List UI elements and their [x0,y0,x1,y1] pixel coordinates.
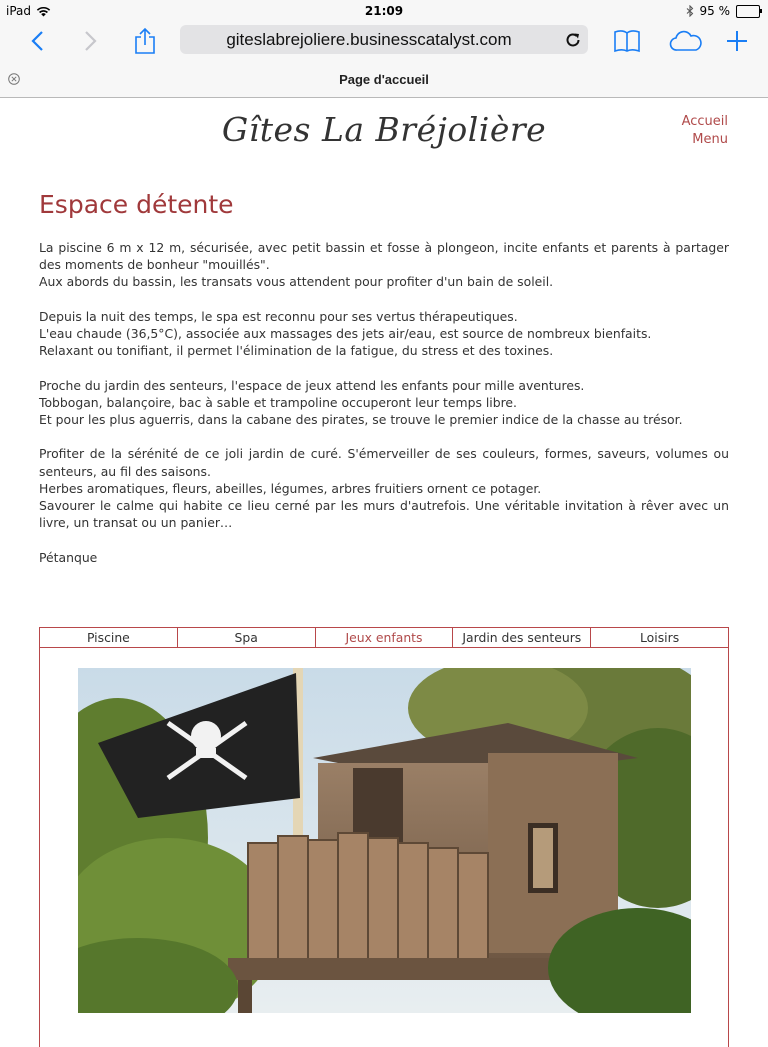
tab-piscine[interactable]: Piscine [40,628,178,647]
content-line: Profiter de la sérénité de ce joli jardin de curé. S'émerveiller de ses couleurs, formes, saveurs, volumes ou senteurs, au fil des saisons. [39,446,729,479]
tab-jeux-enfants[interactable]: Jeux enfants [316,628,454,647]
new-tab-icon[interactable] [722,26,752,56]
content-line: Relaxant ou tonifiant, il permet l'élimination de la fatigue, du stress et des toxines. [39,343,554,359]
content-line: Depuis la nuit des temps, le spa est reconnu pour ses vertus thérapeutiques. [39,308,518,324]
forward-icon[interactable] [76,26,106,56]
section-tabs [39,627,729,648]
tab-bar [0,60,768,98]
content-line: Pétanque [39,549,98,565]
page-content [39,239,729,583]
tab-loisirs[interactable]: Loisirs [640,630,680,645]
status-right [686,4,761,18]
content-line: Proche du jardin des senteurs, l'espace de jeux attend les enfants pour mille aventures. [39,377,585,393]
content-line: Savourer le calme qui habite ce lieu cerné par les murs d'autrefois. Une véritable invitation à rêver avec un livre, un transat ou un panier… [39,498,729,531]
nav-accueil-link[interactable]: Accueil [681,114,728,129]
url-text: giteslabrejoliere.businesscatalyst.com [226,30,512,49]
content-paragraph [39,308,729,360]
tab-jardin-des-senteurs[interactable]: Jardin des senteurs [453,628,591,647]
address-bar[interactable] [180,25,588,54]
back-icon[interactable] [22,26,52,56]
browser-toolbar [0,22,768,60]
content-paragraph [39,377,729,429]
bluetooth-icon [686,5,694,17]
share-icon[interactable] [130,26,160,56]
content-paragraph [39,239,729,291]
page-heading: Espace détente [39,190,234,219]
nav-menu-link[interactable]: Menu [692,132,728,147]
pirate-cabin-photo [78,668,691,1013]
content-paragraph [39,445,729,531]
reload-icon[interactable] [564,31,582,49]
battery-percent: 95 % [699,4,730,18]
site-title[interactable]: Gîtes La Bréjolière [221,110,547,149]
content-line: Aux abords du bassin, les transats vous attendent pour profiter d'un bain de soleil. [39,274,554,290]
site-nav [682,113,728,149]
content-line: L'eau chaude (36,5°C), associée aux massages des jets air/eau, est source de nombreux bienfaits. [39,326,652,341]
content-line: La piscine 6 m x 12 m, sécurisée, avec petit bassin et fosse à plongeon, incite enfants et parents à partager des moments de bonheur "mouillés". [39,240,729,273]
content-line: Et pour les plus aguerris, dans la cabane des pirates, se trouve le premier indice de la chasse au trésor. [39,412,683,427]
cloud-tabs-icon[interactable] [668,26,704,56]
tab-spa[interactable]: Spa [178,628,316,647]
content-line: Herbes aromatiques, fleurs, abeilles, légumes, arbres fruitiers ornent ce potager. [39,480,542,496]
tab-title[interactable]: Page d'accueil [339,72,429,87]
content-line: Tobbogan, balançoire, bac à sable et trampoline occuperont leur temps libre. [39,394,517,410]
bookmarks-icon[interactable] [612,26,642,56]
status-bar [0,0,768,22]
status-time: 21:09 [364,4,404,18]
device-name: iPad [6,4,32,18]
battery-icon [736,5,760,18]
content-paragraph [39,549,729,566]
